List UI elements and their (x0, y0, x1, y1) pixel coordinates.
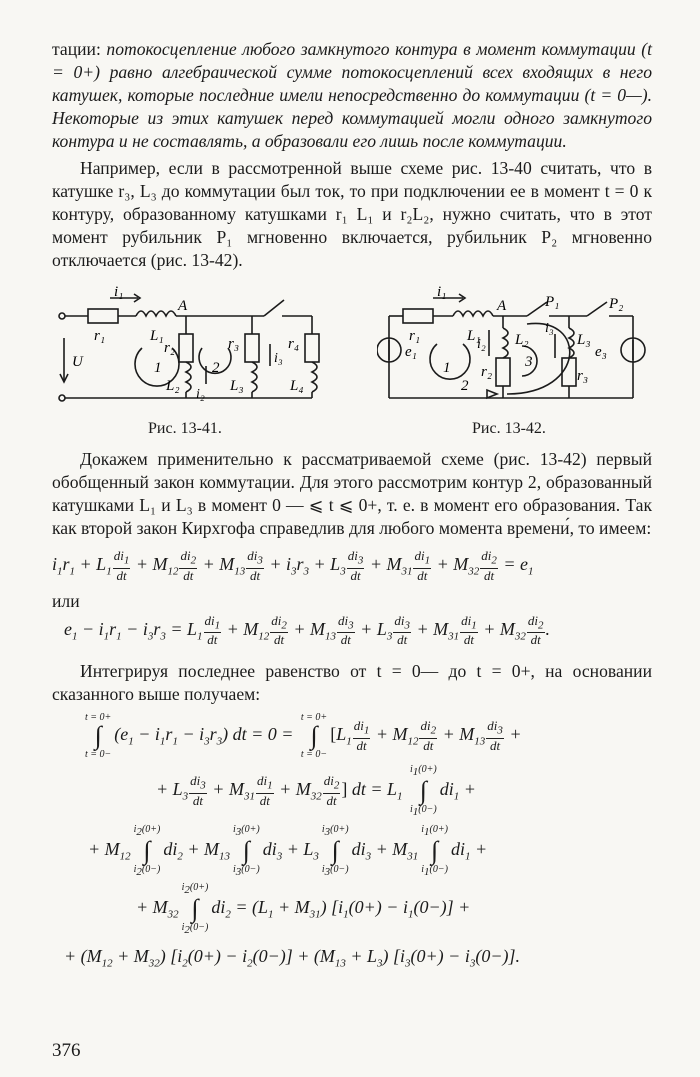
integral-line-5: + $(M_{12} + M_{32}) [i_2(0+) - i_2(0-)] + (M_{13} + L_3) [i_3(0+) - i_3(0-)]$. (64, 946, 520, 970)
figure-13-41-caption: Рис. 13-41. (148, 420, 222, 437)
fig42-label-P2: P₂ (609, 296, 624, 312)
integral-line-1: t = 0+ ∫ $t = 0-(e_1 - i_1r_1 - i_3r_3)$ dt = 0 = t = 0+ ∫ $t = 0-[L_1$ $\frac{di_1}{dt}$ + $M_{12}$ $\frac{di_2}{dt}$ + $M_{13}$ $\frac{di_3}{dt}$ + (85, 712, 522, 761)
fig41-label-loop2: 2 (212, 360, 220, 376)
fig42-label-loop3: 3 (525, 354, 533, 370)
fig41-label-L4: L₄ (290, 378, 304, 394)
fig42-label-P1: P₁ (545, 294, 560, 310)
word-or: или (52, 590, 80, 611)
integral-line-4: + $M_{32}i_2(0+)$ ∫ $i_2(0-)di_2 = (L_1 + M_{31}) [i_1(0+) - i_1(0-)]$ + (136, 882, 471, 937)
fig41-label-loop1: 1 (154, 360, 162, 376)
paragraph-2: Например, если в рассмотренной выше схеме рис. 13-40 считать, что в катушке r₃, L₃ до коммутации был ток, то при подключении ее в момент t = 0 к контуру, образованному катушками r₁ L₁ и r₂L₂, нужно считать, что в этот момент рубильник P₁ мгновенно включается, рубильник P₂ мгновенно отключается (рис. 13-42). (52, 158, 652, 270)
paragraph-1-italic: потокосцепление любого замкнутого контура в момент коммутации (t = 0+) равно алгебраической сумме потокосцеплений всех входящих в него катушек, которые последние имели непосредственно до коммутации (t = 0—). Некоторые из этих катушек перед коммутацией могли одного замкнутого контура и не составлять, а образовали его лишь после коммутации. (52, 39, 652, 151)
paragraph-4: Интегрируя последнее равенство от t = 0— до t = 0+, на основании сказанного выше получаем: (52, 661, 652, 705)
fig41-label-r3: r₃ (228, 336, 240, 352)
integral-line-2: + $L_3$ $\frac{di_3}{dt}$ + $M_{31}$ $\frac{di_1}{dt}$ + $M_{32}$ $\frac{di_2}{dt}$ ] dt = $L_1$ $i_1(0+)$ ∫ $i_1(0-)di_1$ + (156, 764, 476, 819)
fig42-label-L3: L₃ (577, 332, 591, 348)
fig41-label-L2: L₂ (166, 378, 180, 394)
page-body (52, 38, 652, 980)
paragraph-3: Докажем применительно к рассматриваемой схеме (рис. 13-42) первый обобщенный закон коммутации. Для этого рассмотрим контур 2, образованный катушками L₁ и L₃ в момент 0 — ⩽ t ⩽ 0+, т. е. в момент его образования. Так как второй закон Кирхгофа справедлив для любого момента времени́, то имеем: (52, 449, 652, 538)
fig42-label-i2: i₂ (477, 337, 486, 352)
fig41-label-r1: r₁ (94, 328, 106, 344)
fig42-label-i3: i₃ (545, 321, 554, 336)
fig41-label-L1: L₁ (150, 328, 164, 344)
page-number: 376 (52, 1040, 81, 1061)
figures-row (52, 286, 652, 438)
fig42-label-L1: L₁ (467, 328, 481, 344)
fig41-label-i2: i₂ (196, 387, 205, 402)
fig42-label-A: A (497, 298, 507, 314)
fig41-label-r2: r₂ (164, 340, 176, 356)
fig41-label-r4: r₄ (288, 336, 300, 352)
fig41-label-i1: i₁ (114, 286, 124, 300)
paragraph-1 (52, 38, 652, 153)
paragraph-1-lead: тации: (52, 39, 107, 59)
fig42-label-r2: r₂ (481, 364, 493, 380)
equation-2: $e_1 - i_1r_1 - i_3r_3 = L_1$ $\frac{di_1}{dt}$ + $M_{12}$ $\frac{di_2}{dt}$ + $M_{13}$ $\frac{di_3}{dt}$ + $L_3$ $\frac{di_3}{dt}$ + $M_{31}$ $\frac{di_1}{dt}$ + $M_{32}$ $\frac{di_2}{dt}$ . (64, 612, 550, 648)
fig42-label-loop1: 1 (443, 360, 451, 376)
fig42-label-loop2: 2 (461, 378, 469, 394)
fig42-label-i1: i₁ (437, 286, 447, 300)
fig42-label-e1: e₁ (405, 344, 417, 360)
fig41-label-U: U (72, 354, 83, 370)
integral-line-3: + $M_{12}i_2(0+)$ ∫ $i_2(0-)di_2 + M_{13}i_3(0+)$ ∫ $i_3(0-)di_3 + L_3i_3(0+)$ ∫ $i_3(0-)di_3 + M_{31}i_1(0+)$ ∫ $i_1(0-)di_1$ + (88, 824, 488, 879)
fig42-label-L2: L₂ (515, 332, 529, 348)
fig42-label-r3: r₃ (577, 368, 589, 384)
figure-13-41 (52, 286, 337, 416)
equation-1: $i_1r_1 + L_1$ $\frac{di_1}{dt}$ + $M_{12}$ $\frac{di_2}{dt}$ + $M_{13}$ $\frac{di_3}{dt}$ + $i_3r_3 + L_3$ $\frac{di_3}{dt}$ + $M_{31}$ $\frac{di_1}{dt}$ + $M_{32}$ $\frac{di_2}{dt}$ = $e_1$ (52, 548, 534, 583)
figure-13-42 (377, 286, 652, 416)
figure-13-42-caption: Рис. 13-42. (472, 420, 546, 437)
fig42-label-r1: r₁ (409, 328, 421, 344)
fig41-label-L3: L₃ (230, 378, 244, 394)
fig41-label-i3: i₃ (274, 351, 283, 366)
fig41-label-A: A (178, 298, 188, 314)
fig42-label-e3: e₃ (595, 344, 607, 360)
